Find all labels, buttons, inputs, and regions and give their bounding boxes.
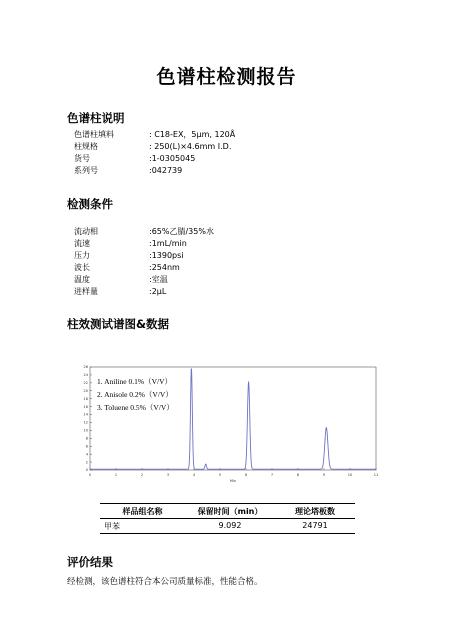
x-tick-label: 3 [166, 473, 170, 477]
kv-key: 压力 [74, 251, 90, 260]
kv-value: : 250(L)×4.6mm I.D. [149, 142, 232, 151]
legend-item: 2. Anisole 0.2%（V/V） [97, 390, 173, 399]
x-tick-label: 4 [192, 473, 196, 477]
kv-key: 进样量 [74, 287, 98, 296]
test-conditions-list [74, 226, 374, 300]
kv-value: :1390psi [149, 251, 184, 260]
chromatogram-chart [76, 362, 386, 484]
y-tick-label: 0 [85, 468, 88, 473]
test-conditions-heading: 检测条件 [67, 197, 113, 211]
kv-key: 流速 [74, 239, 90, 248]
table-rule-mid [100, 518, 355, 519]
chromatogram-heading: 柱效测试谱图&数据 [67, 317, 170, 331]
table-header-cell: 理论塔板数 [295, 507, 335, 516]
y-tick-label: 10 [83, 428, 88, 433]
table-header-cell: 样品组名称 [122, 507, 163, 516]
y-tick-label: 16 [83, 404, 88, 409]
x-tick-label: 11 [373, 473, 379, 477]
results-table [100, 503, 355, 535]
evaluation-heading: 评价结果 [67, 555, 113, 569]
table-cell: 甲苯 [104, 522, 120, 531]
x-tick-label: 5 [218, 473, 222, 477]
y-tick-label: 24 [83, 373, 88, 378]
y-tick-label: 18 [83, 396, 88, 401]
x-tick-label: 10 [347, 473, 353, 477]
kv-value: :042739 [149, 166, 183, 175]
table-rule-top [100, 503, 355, 504]
evaluation-text: 经检测，该色谱柱符合本公司质量标准，性能合格。 [67, 577, 263, 587]
kv-key: 温度 [74, 275, 90, 284]
y-tick-label: 22 [83, 381, 88, 386]
kv-value: :2μL [149, 287, 167, 296]
x-tick-label: 7 [270, 473, 274, 477]
kv-key: 色谱柱填料 [74, 130, 114, 139]
x-tick-label: 2 [140, 473, 144, 477]
y-axis [84, 365, 92, 472]
table-header-cell: 保留时间（min） [197, 507, 263, 516]
x-axis-label: Min [229, 479, 237, 483]
x-tick-label: 8 [296, 473, 300, 477]
y-tick-label: 8 [85, 436, 88, 441]
kv-key: 波长 [74, 263, 90, 272]
x-tick-label: 9 [322, 473, 326, 477]
kv-key: 货号 [74, 154, 90, 163]
table-cell: 24791 [302, 521, 328, 530]
y-tick-label: 12 [83, 420, 88, 425]
y-tick-label: 20 [83, 388, 88, 393]
kv-value: :1mL/min [149, 239, 187, 248]
y-tick-label: 26 [83, 365, 88, 370]
table-cell: 9.092 [218, 521, 242, 530]
chart-legend [97, 377, 174, 412]
x-tick-label: 1 [114, 473, 118, 477]
kv-key: 流动相 [74, 227, 98, 236]
y-tick-label: 6 [85, 444, 88, 449]
page-title: 色谱柱检测报告 [156, 66, 297, 88]
kv-value: :254nm [149, 263, 180, 272]
legend-item: 3. Toluene 0.5%（V/V） [97, 403, 174, 412]
kv-value: :室温 [149, 275, 168, 284]
y-tick-label: 14 [83, 412, 88, 417]
table-rule-bottom [100, 533, 355, 534]
kv-value: : C18-EX，5μm, 120Å [149, 130, 236, 139]
x-tick-label: 6 [244, 473, 248, 477]
column-description-heading: 色谱柱说明 [67, 111, 125, 125]
x-tick-label: 0 [88, 473, 92, 477]
column-description-list [74, 129, 374, 179]
y-tick-label: 4 [85, 452, 88, 457]
kv-value: :1-0305045 [149, 154, 196, 163]
kv-key: 柱规格 [74, 142, 98, 151]
y-tick-label: 2 [85, 460, 88, 465]
kv-value: :65%乙腈/35%水 [149, 227, 214, 236]
kv-key: 系列号 [74, 166, 98, 175]
legend-item: 1. Aniline 0.1%（V/V） [97, 377, 172, 386]
